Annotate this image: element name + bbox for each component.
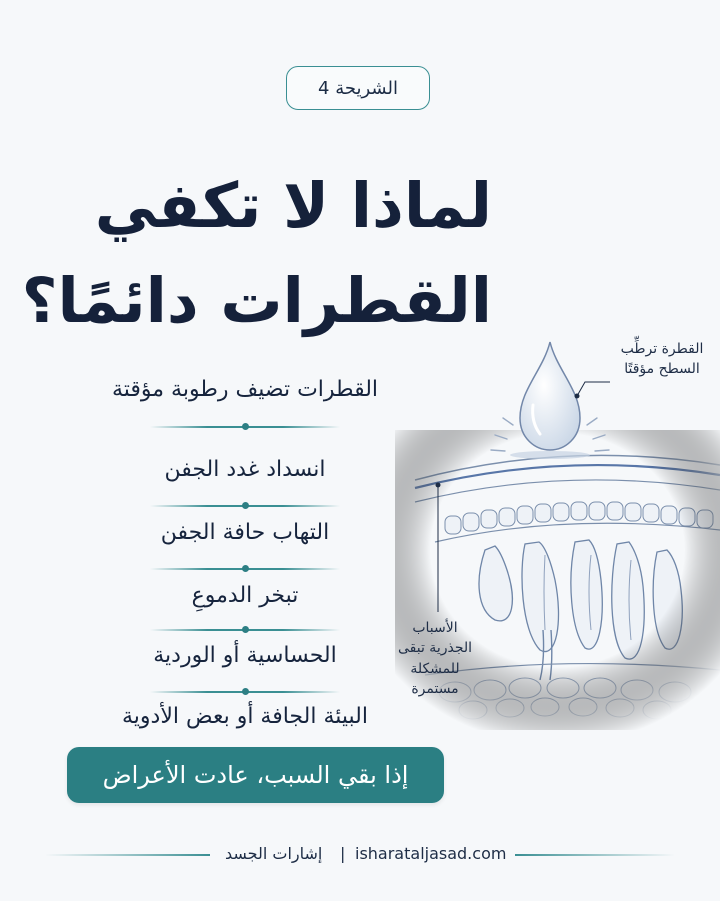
footer-website-link[interactable]: isharataljasad.com	[355, 844, 507, 863]
root-causes-caption-line: الجذرية تبقى	[397, 640, 473, 657]
title-line-2: القطرات دائمًا؟	[21, 264, 492, 337]
list-item: انسداد غدد الجفن	[164, 457, 326, 482]
slide-number-label: الشريحة 4	[318, 77, 398, 99]
drop-caption-line: القطرة ترطِّب	[620, 341, 704, 357]
list-item: الحساسية أو الوردية	[153, 643, 337, 668]
eye-drop-icon	[520, 342, 580, 450]
list-item: تبخر الدموعِ	[191, 583, 299, 608]
list-item: البيئة الجافة أو بعض الأدوية	[122, 704, 368, 729]
root-causes-caption-line: للمشكلة	[410, 660, 460, 677]
drop-caption	[612, 339, 712, 380]
separator	[150, 500, 340, 512]
conclusion-text: إذا بقي السبب، عادت الأعراض	[102, 761, 409, 789]
slide-number-badge	[286, 66, 430, 110]
drop-caption-line: السطح مؤقتًا	[624, 361, 700, 378]
separator	[150, 686, 340, 698]
root-causes-caption-line: مستمرة	[411, 680, 459, 697]
conclusion-banner	[67, 747, 444, 803]
list-item: القطرات تضيف رطوبة مؤقتة	[111, 377, 379, 402]
footer-rule-left	[45, 854, 210, 856]
separator	[150, 563, 340, 575]
root-causes-caption-line: الأسباب	[412, 620, 458, 636]
footer-rule-right	[515, 854, 675, 856]
footer-divider: |	[340, 844, 346, 863]
list-item: التهاب حافة الجفن	[160, 520, 330, 545]
footer-brand: إشارات الجسد	[225, 844, 323, 863]
root-causes-caption	[380, 618, 490, 699]
title-line-1: لماذا لا تكفي	[94, 169, 492, 242]
separator	[150, 421, 340, 433]
separator	[150, 624, 340, 636]
